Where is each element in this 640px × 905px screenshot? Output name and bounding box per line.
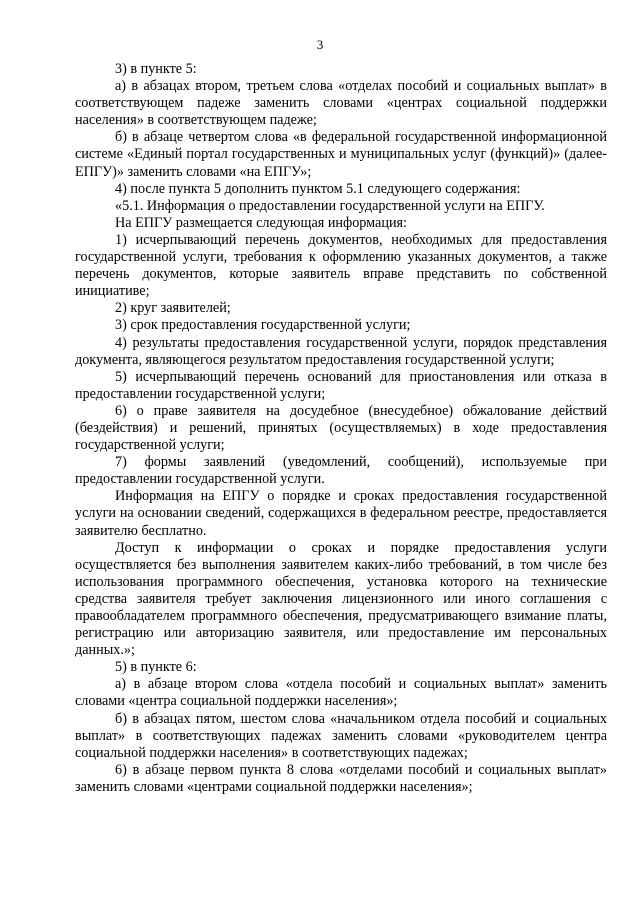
paragraph: 1) исчерпывающий перечень документов, необходимых для предоставления государственной услуги, требования к оформлению указанных документов, а также перечень документов, которые заявитель вправе представить по собственной инициативе; xyxy=(75,231,607,300)
paragraph: 4) после пункта 5 дополнить пунктом 5.1 следующего содержания: xyxy=(115,180,521,197)
paragraph: 3) в пункте 5: xyxy=(115,61,197,77)
paragraph: 5) в пункте 6: xyxy=(115,659,197,676)
paragraph: а) в абзаце втором слова «отдела пособий и социальных выплат» заменить словами «центра социальной поддержки населения»; xyxy=(75,676,607,710)
page-number: 3 xyxy=(316,37,324,52)
paragraph: Доступ к информации о сроках и порядке предоставления услуги осуществляется без выполнения заявителем каких-либо требований, в том числе без использования программного обеспечения, установка которого на технические средства заявителя требует заключения лицензионного или иного соглашения с правообладателем программного обеспечения, предусматривающего взимание платы, регистрацию или авторизацию заявителя, или предоставление им персональных данных.»; xyxy=(75,539,607,659)
paragraph: 4) результаты предоставления государственной услуги, порядок представления документа, являющегося результатом предоставления государственной услуги; xyxy=(75,334,607,368)
paragraph: 3) срок предоставления государственной услуги; xyxy=(115,317,411,334)
paragraph: а) в абзацах втором, третьем слова «отделах пособий и социальных выплат» в соответствующем падеже заменить словами «центрах социальной поддержки населения» в соответствующем падеже; xyxy=(75,78,607,129)
paragraph: б) в абзацах пятом, шестом слова «начальником отдела пособий и социальных выплат» в соответствующих падежах заменить словами «руководителем центра социальной поддержки населения» в соответствующих падежах; xyxy=(75,710,607,761)
paragraph: 7) формы заявлений (уведомлений, сообщений), используемые при предоставлении государственной услуги. xyxy=(75,454,607,488)
paragraph: 2) круг заявителей; xyxy=(115,300,231,317)
paragraph: На ЕПГУ размещается следующая информация: xyxy=(115,214,408,231)
paragraph: 5) исчерпывающий перечень оснований для приостановления или отказа в предоставлении государственной услуги; xyxy=(75,368,607,402)
document-body xyxy=(75,61,607,796)
paragraph: 6) в абзаце первом пункта 8 слова «отделами пособий и социальных выплат» заменить словами «центрами социальной поддержки населения»; xyxy=(75,761,607,795)
paragraph: Информация на ЕПГУ о порядке и сроках предоставления государственной услуги на основании сведений, содержащихся в федеральном реестре, предоставляется заявителю бесплатно. xyxy=(75,488,607,539)
paragraph: «5.1. Информация о предоставлении государственной услуги на ЕПГУ. xyxy=(115,197,545,214)
paragraph: 6) о праве заявителя на досудебное (внесудебное) обжалование действий (бездействия) и решений, принятых (осуществляемых) в ходе предоставления государственной услуги; xyxy=(75,402,607,454)
paragraph: б) в абзаце четвертом слова «в федеральной государственной информационной системе «Единый портал государственных и муниципальных услуг (функций)» (далее-ЕПГУ)» заменить словами «на ЕПГУ»; xyxy=(75,129,607,180)
